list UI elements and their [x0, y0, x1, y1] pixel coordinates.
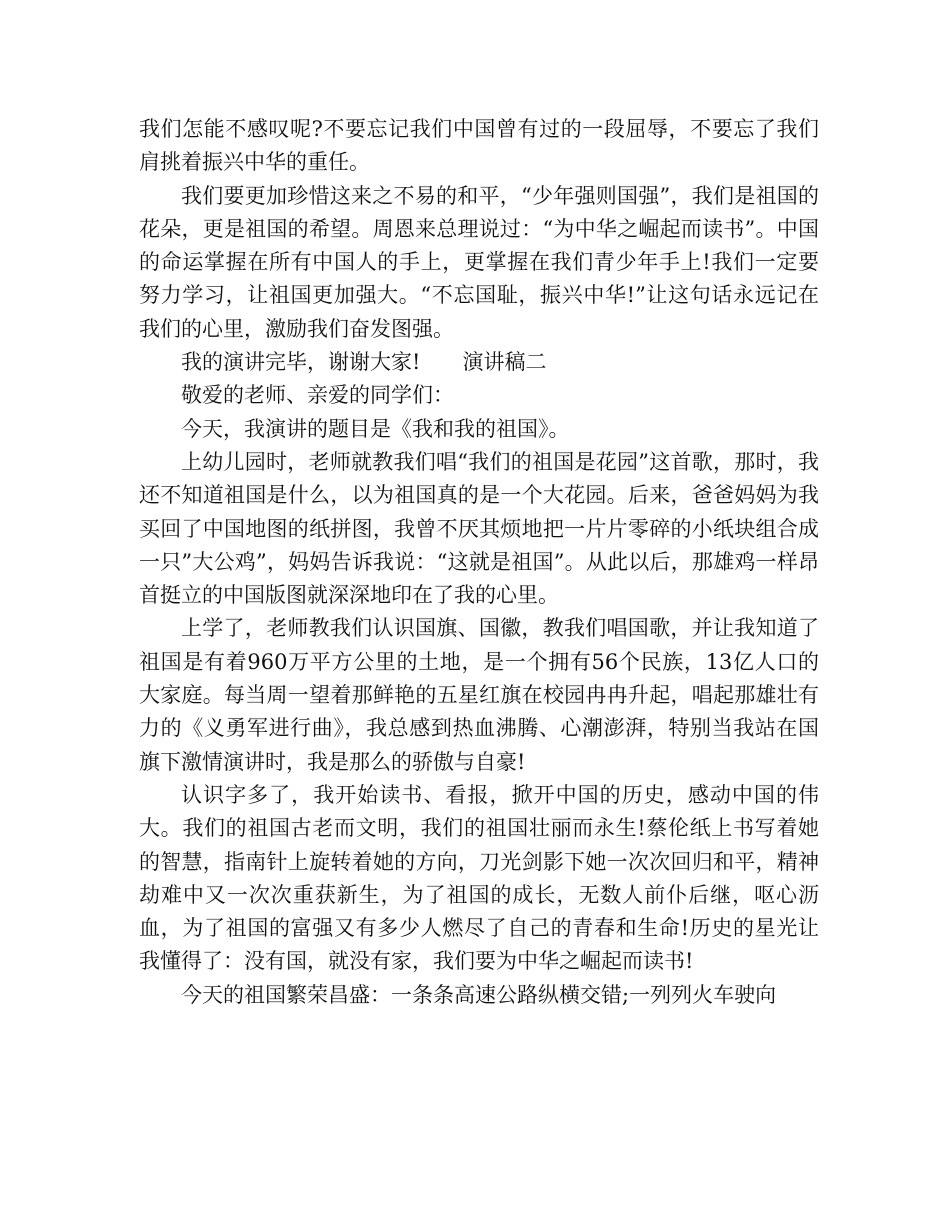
- paragraph: 敬爱的老师、亲爱的同学们：: [181, 383, 454, 408]
- paragraph: 我的演讲完毕，谢谢大家! 演讲稿二: [181, 350, 547, 375]
- document-body: [139, 113, 819, 1012]
- paragraph: 我们要更加珍惜这来之不易的和平，“少年强则国强”，我们是祖国的花朵，更是祖国的希望。周恩来总理说过：“为中华之崛起而读书”。中国的命运掌握在所有中国人的手上，更掌握在我们青少年手上!我们一定要努力学习，让祖国更加强大。“不忘国耻，振兴中华!”让这句话永远记在我们的心里，激励我们奋发图强。: [139, 183, 819, 341]
- paragraph: 认识字多了，我开始读书、看报，掀开中国的历史，感动中国的伟大。我们的祖国古老而文明，我们的祖国壮丽而永生!蔡伦纸上书写着她的智慧，指南针上旋转着她的方向，刀光剑影下她一次次回归和平，精神劫难中又一次次重获新生，为了祖国的成长，无数人前仆后继，呕心沥血，为了祖国的富强又有多少人燃尽了自己的青春和生命!历史的星光让我懂得了：没有国，就没有家，我们要为中华之崛起而读书!: [139, 782, 819, 974]
- paragraph: 今天，我演讲的题目是《我和我的祖国》。: [181, 416, 570, 441]
- paragraph: 我们怎能不感叹呢?不要忘记我们中国曾有过的一段屈辱，不要忘了我们肩挑着振兴中华的重任。: [139, 117, 819, 175]
- paragraph: 今天的祖国繁荣昌盛：一条条高速公路纵横交错;一列列火车驶向: [181, 982, 777, 1007]
- paragraph: 上幼儿园时，老师就教我们唱“我们的祖国是花园”这首歌，那时，我还不知道祖国是什么，以为祖国真的是一个大花园。后来，爸爸妈妈为我买回了中国地图的纸拼图，我曾不厌其烦地把一片片零碎的小纸块组合成一只”大公鸡”，妈妈告诉我说：“这就是祖国”。从此以后，那雄鸡一样昂首挺立的中国版图就深深地印在了我的心里。: [139, 449, 819, 608]
- paragraph: 上学了，老师教我们认识国旗、国徽，教我们唱国歌，并让我知道了祖国是有着960万平方公里的土地，是一个拥有56个民族，13亿人口的大家庭。每当周一望着那鲜艳的五星红旗在校园冉冉升起，唱起那雄壮有力的《义勇军进行曲》，我总感到热血沸腾、心潮澎湃，特别当我站在国旗下激情演讲时，我是那么的骄傲与自豪!: [139, 616, 819, 774]
